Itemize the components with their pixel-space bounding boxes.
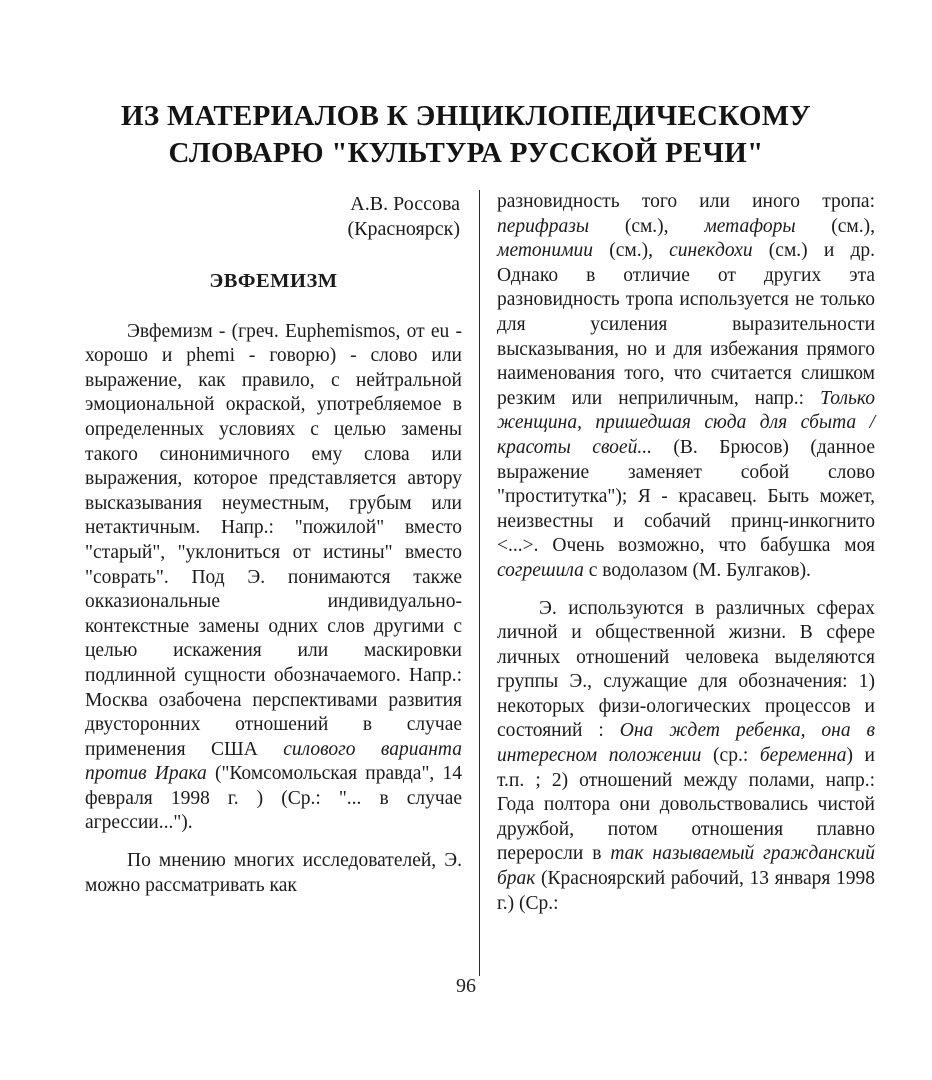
left-column bbox=[85, 190, 462, 976]
paragraph-right-2: Э. используются в различных сферах личной и общественной жизни. В сфере личных отношений человека выделяются группы Э., служащие для обозначения: 1) некоторых физи-ологических процессов и состояний : Она ждет ребенка, она в интересном положении (ср.: беременна) и т.п. ; 2) отношений между полами, напр.: Года полтора они довольствовались чистой дружбой, потом отношения плавно переросли в так называемый гражданский брак (Красноярский рабочий, 13 января 1998 г.) (Ср.: bbox=[497, 597, 875, 914]
title-line-2: СЛОВАРЮ "КУЛЬТУРА РУССКОЙ РЕЧИ" bbox=[168, 137, 764, 169]
column-divider-rule bbox=[479, 190, 480, 976]
two-column-layout bbox=[85, 190, 875, 976]
page-number: 96 bbox=[456, 975, 476, 997]
left-column-text bbox=[85, 320, 462, 899]
page-title bbox=[0, 98, 932, 172]
author-block bbox=[85, 192, 462, 242]
author-city: (Красноярск) bbox=[347, 218, 460, 240]
paragraph-right-1: разновидность того или иного тропа: перифразы (см.), метафоры (см.), метонимии (см.), синекдохи (см.) и др. Однако в отличие от других эта разновидность тропа используется не только для усиления выразительности высказывания, но и для избежания прямого наименования того, что считается слишком резким или неприличным, напр.: Только женщина, пришедшая сюда для сбыта / красоты своей... (В. Брюсов) (данное выражение заменяет собой слово "проститутка"); Я - красавец. Быть может, неизвестны и собачий принц-инкогнито <...>. Очень возможно, что бабушка моя согрешила с водолазом (М. Булгаков). bbox=[497, 191, 876, 581]
author-name: А.В. Россова bbox=[350, 193, 460, 215]
paragraph-left-2: По мнению многих исследователей, Э. можно рассматривать как bbox=[85, 850, 462, 896]
right-column bbox=[497, 190, 875, 976]
paragraph-left-1: Эвфемизм - (греч. Euphemismos, от eu - хорошо и phemi - говорю) - слово или выражение, как правило, с нейтральной эмоциональной окраской, употребляемое в определенных условиях с целью замены такого синонимичного ему слова или выражения, которое представляется автору высказывания неуместным, грубым или нетактичным. Напр.: "пожилой" вместо "старый", "уклониться от истины" вместо "соврать". Под Э. понимаются также окказиональные индивидуально-контекстные замены одних слов другими с целью искажения или маскировки подлинной сущности обозначаемого. Напр.: Москва озабочена перспективами развития двусторонних отношений в случае применения США силового варианта против Ирака ("Комсомольская правда", 14 февраля 1998 г. ) (Ср.: "... в случае агрессии..."). bbox=[85, 320, 462, 834]
title-line-1: ИЗ МАТЕРИАЛОВ К ЭНЦИКЛОПЕДИЧЕСКОМУ bbox=[120, 100, 812, 132]
right-column-text bbox=[497, 190, 875, 916]
entry-heading: ЭВФЕМИЗМ bbox=[209, 270, 338, 292]
